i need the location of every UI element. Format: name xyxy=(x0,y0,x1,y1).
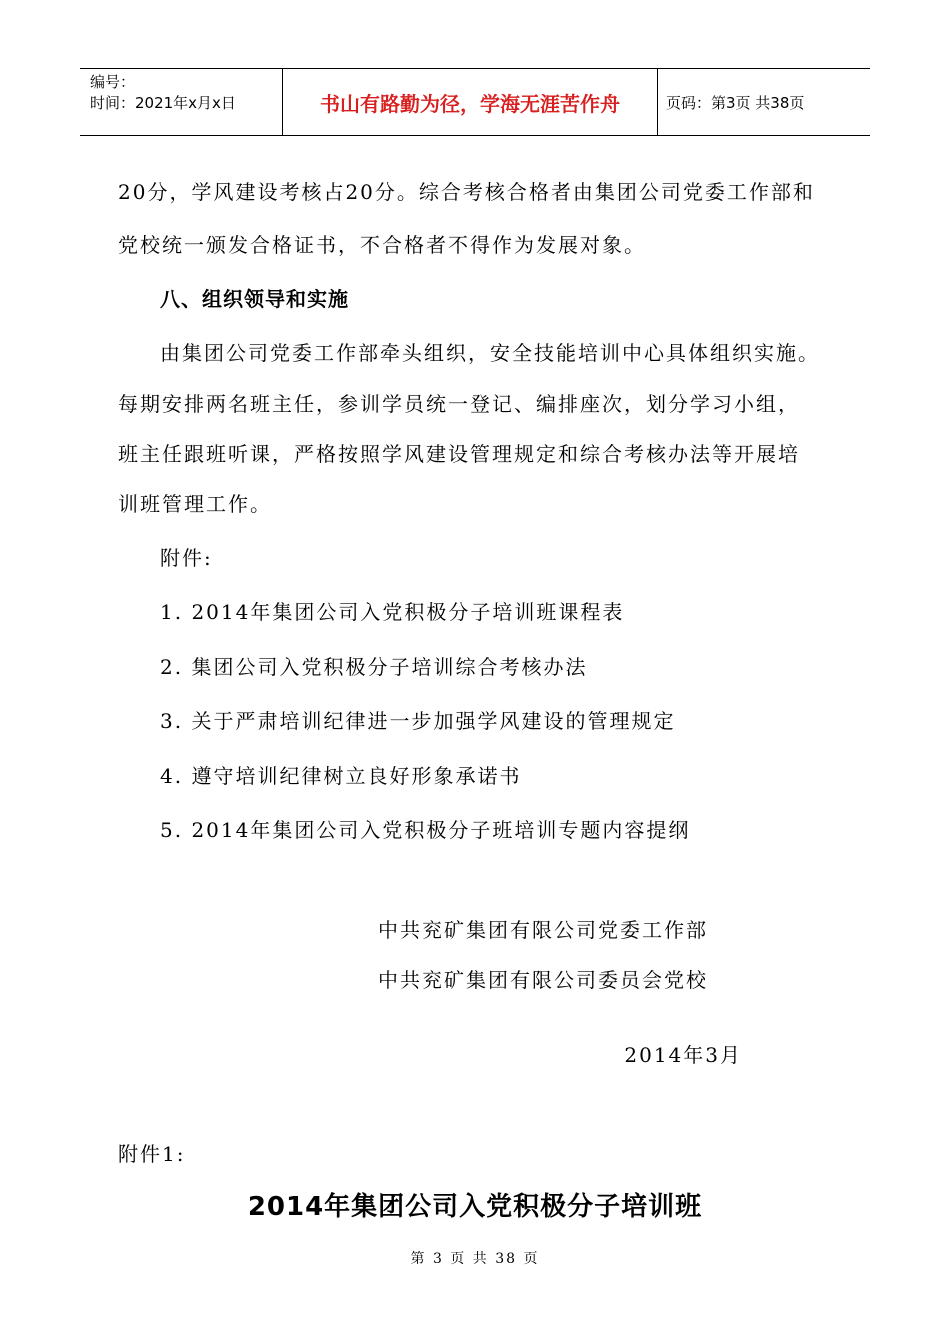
attachment-item: 3. 关于严肃培训纪律进一步加强学风建设的管理规定 xyxy=(160,709,676,733)
signature-line: 中共兖矿集团有限公司党委工作部 xyxy=(378,918,708,942)
serial-label: 编号： xyxy=(90,73,136,91)
header-motto: 书山有路勤为径，学海无涯苦作舟 xyxy=(283,69,658,135)
time-label: 时间：2021年x月x日 xyxy=(90,94,236,112)
attachment-item: 2. 集团公司入党积极分子培训综合考核办法 xyxy=(160,655,588,679)
attachment-item: 1. 2014年集团公司入党积极分子培训班课程表 xyxy=(160,600,625,624)
section-heading: 八、组织领导和实施 xyxy=(160,287,349,311)
attachment1-title: 2014年集团公司入党积极分子培训班 xyxy=(247,1192,703,1222)
attachment-item: 4. 遵守培训纪律树立良好形象承诺书 xyxy=(160,764,522,788)
body-line: 党校统一颁发合格证书，不合格者不得作为发展对象。 xyxy=(118,233,646,257)
body-line: 由集团公司党委工作部牵头组织，安全技能培训中心具体组织实施。 xyxy=(160,341,820,365)
attachment1-label: 附件1: xyxy=(118,1142,186,1166)
page-header xyxy=(80,68,870,136)
attachment-item: 5. 2014年集团公司入党积极分子班培训专题内容提纲 xyxy=(160,818,691,842)
signature-line: 中共兖矿集团有限公司委员会党校 xyxy=(378,968,708,992)
page-footer: 第 3 页 共 38 页 xyxy=(410,1251,540,1267)
body-line: 训班管理工作。 xyxy=(118,492,272,516)
body-line: 20分，学风建设考核占20分。综合考核合格者由集团公司党委工作部和 xyxy=(118,180,815,204)
document-date: 2014年3月 xyxy=(624,1043,742,1067)
body-line: 班主任跟班听课，严格按照学风建设管理规定和综合考核办法等开展培 xyxy=(118,442,800,466)
body-line: 每期安排两名班主任，参训学员统一登记、编排座次，划分学习小组， xyxy=(118,392,800,416)
header-page-info: 页码：第3页 共38页 xyxy=(666,93,805,112)
attachments-label: 附件: xyxy=(160,546,213,570)
header-meta xyxy=(80,69,283,135)
